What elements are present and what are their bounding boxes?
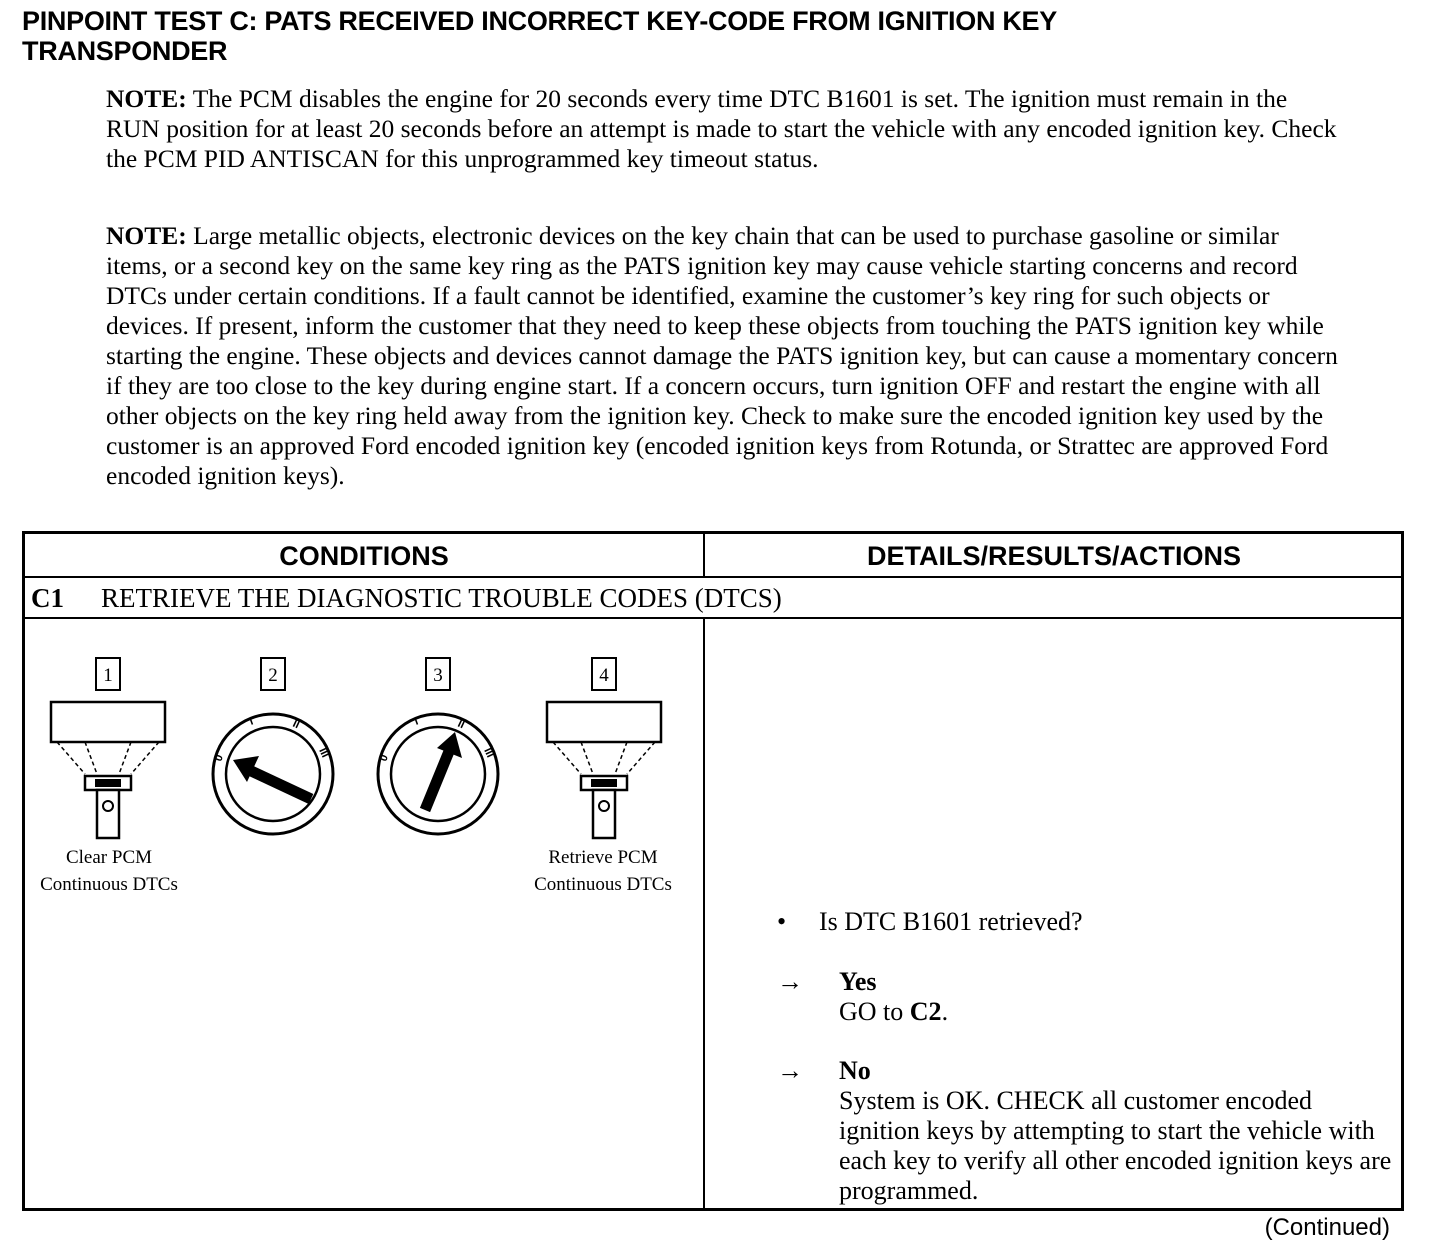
arrow-right-icon: → — [777, 1056, 803, 1085]
title-line-2: TRANSPONDER — [22, 36, 228, 66]
svg-text:0: 0 — [377, 753, 391, 764]
header-divider — [703, 534, 705, 578]
arrow-right-icon: → — [777, 967, 803, 996]
ignition-switch-icon — [378, 714, 498, 834]
answer-yes-action: GO to C2. — [839, 997, 949, 1026]
svg-text:0: 0 — [212, 753, 226, 764]
answer-no-label: No — [839, 1056, 871, 1085]
callout-2 — [261, 658, 285, 690]
bullet-icon: • — [777, 907, 787, 936]
svg-text:II: II — [290, 717, 302, 732]
pinpoint-table — [22, 531, 1404, 1211]
note-1-label: NOTE: — [106, 84, 187, 113]
svg-text:I: I — [412, 715, 420, 728]
title-line-1: PINPOINT TEST C: PATS RECEIVED INCORRECT KEY-CODE FROM IGNITION KEY — [22, 6, 1057, 36]
answer-yes-label: Yes — [839, 967, 877, 996]
answer-no-action: System is OK. CHECK all customer encoded ignition keys by attempting to start the vehicle with each key to verify all other encoded ignition keys are programmed. — [839, 1086, 1392, 1205]
table-header — [25, 534, 1401, 578]
caption-clear-dtcs: Clear PCM Continuous DTCs — [40, 847, 178, 895]
goto-step-link: C2 — [909, 997, 942, 1026]
step-row — [25, 578, 1401, 619]
note-1-text: The PCM disables the engine for 20 seconds every time DTC B1601 is set. The ignition must remain in the RUN position for at least 20 seconds before an attempt is made to start the vehicle with any encoded ignition key. Check the PCM PID ANTISCAN for this unprogrammed key timeout status. — [106, 84, 1337, 173]
svg-text:III: III — [316, 746, 332, 760]
svg-text:I: I — [247, 715, 255, 728]
step-number: C1 — [31, 583, 64, 613]
callout-1 — [96, 658, 120, 690]
note-2-label: NOTE: — [106, 221, 187, 250]
callout-1-label: 1 — [103, 665, 113, 686]
callout-4-label: 4 — [599, 665, 609, 686]
caption-retrieve-dtcs: Retrieve PCM Continuous DTCs — [534, 847, 672, 895]
svg-text:II: II — [455, 717, 467, 732]
note-2-text: Large metallic objects, electronic devices on the key chain that can be used to purchase gasoline or similar items, or a second key on the same key ring as the PATS ignition key may cause vehicle starting concerns and record DTCs under certain conditions. If a fault cannot be identified, examine the customer’s key ring for such objects or devices. If present, inform the customer that they need to keep these objects from touching the PATS ignition key while starting the engine. These objects and devices cannot damage the PATS ignition key, but can cause a momentary concern if they are too close to the key during engine start. If a concern occurs, turn ignition OFF and restart the engine with all other objects on the key ring held away from the ignition key. Check to make sure the encoded ignition key used by the customer is an approved Ford encoded ignition key (encoded ignition keys from Rotunda, or Strattec are approved Ford encoded ignition keys). — [106, 221, 1338, 490]
conditions-header: CONDITIONS — [279, 541, 449, 571]
step-title: RETRIEVE THE DIAGNOSTIC TROUBLE CODES (DTCS) — [101, 583, 782, 613]
callout-3-label: 3 — [433, 665, 443, 686]
callout-4 — [592, 658, 616, 690]
note-2 — [106, 221, 1346, 491]
scan-tool-icon — [547, 702, 661, 838]
question-text: Is DTC B1601 retrieved? — [819, 907, 1083, 936]
callout-2-label: 2 — [268, 665, 278, 686]
continued-label: (Continued) — [1264, 1214, 1390, 1241]
scan-tool-icon — [51, 702, 165, 838]
column-divider — [703, 619, 705, 1211]
callout-3 — [426, 658, 450, 690]
page-title — [22, 6, 1422, 66]
note-1 — [106, 84, 1346, 174]
details-header: DETAILS/RESULTS/ACTIONS — [866, 541, 1241, 571]
svg-text:III: III — [481, 746, 497, 760]
ignition-switch-icon — [213, 714, 333, 834]
